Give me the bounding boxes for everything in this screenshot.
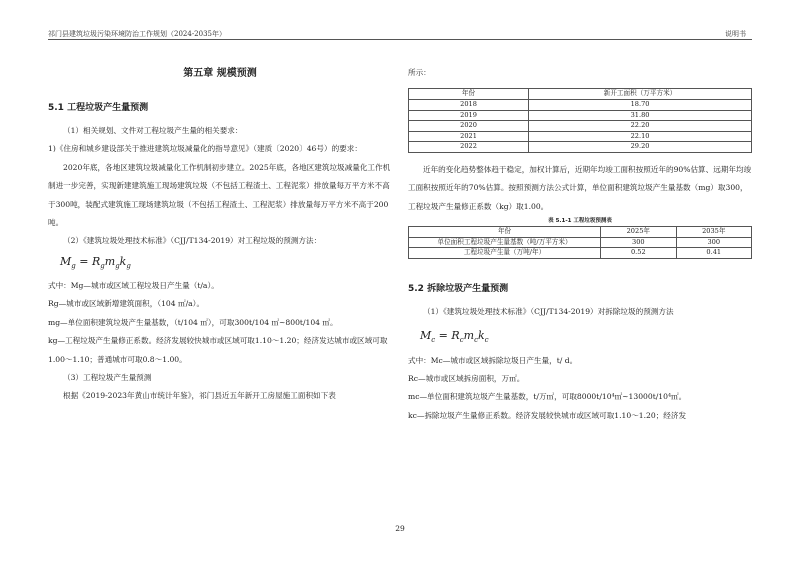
table-row: 单位面积工程垃圾产生量基数（吨/万平方米） 300 300: [409, 237, 752, 248]
formula-engineering-waste: $M_g = R_gm_gk_g$: [60, 254, 131, 271]
left-column: [48, 64, 392, 406]
table2-caption: 表 5.1-1 工程垃圾预测表: [548, 218, 612, 225]
section-5-1-title: 5.1 工程垃圾产生量预测: [48, 103, 149, 113]
paragraph-requirements: （1）相关规划、文件对工程垃圾产生量的相关要求：: [63, 126, 243, 135]
paragraph-intro: 所示：: [408, 68, 431, 77]
definition-mc-base: mc—单位面积建筑垃圾产生量基数，t/万㎡，可取8000t/10⁴㎡~13000t/10⁴㎡。: [408, 392, 687, 402]
table-row: 2022 29.20: [409, 142, 752, 153]
paragraph-trend: 近年的变化趋势整体趋于稳定，加权计算后，近期年均竣工面积按照近年的90%估算、远期年均竣工面积按照近年的70%估算。按照预测方法公式计算，单位面积建筑垃圾产生量基数（mg）取300，工程垃圾产生量修正系数（kg）取1.00。: [408, 164, 752, 211]
chapter-title: 第五章 规模预测: [183, 68, 257, 79]
table2-header-2025: 2025年: [601, 227, 676, 238]
formula-demolition-waste: $M_c = R_cm_ck_c$: [420, 329, 489, 345]
definition-mg-daily: 式中：Mg—城市或区域工程垃圾日产生量（t/a）。: [48, 281, 219, 291]
table2-header-2035: 2035年: [676, 227, 751, 238]
page-number: 29: [395, 524, 405, 533]
table-row: 2019 31.80: [409, 110, 752, 121]
definition-rg: Rg—城市或区域新增建筑面积，（104 ㎡/a）。: [48, 299, 205, 309]
header-document-title: 祁门县建筑垃圾污染环境防治工作规划（2024-2035年）: [48, 30, 226, 38]
table-row: 工程垃圾产生量（万吨/年） 0.52 0.41: [409, 248, 752, 259]
definition-kc: kc—拆除垃圾产生量修正系数。经济发展较快城市或区域可取1.10～1.20；经济发: [408, 410, 687, 420]
table1-header-year: 年份: [409, 89, 529, 100]
header-rule: [48, 39, 752, 40]
table-row: 2021 22.10: [409, 131, 752, 142]
paragraph-guideline: 1)《住房和城乡建设部关于推进建筑垃圾减量化的指导意见》（建质〔2020〕46号）的要求：: [48, 144, 362, 154]
definition-mg-base: mg—单位面积建筑垃圾产生量基数，（t/104 ㎡），可取300t/104 ㎡~800t/104 ㎡。: [48, 317, 338, 327]
definition-kg: kg—工程垃圾产生量修正系数。经济发展较快城市或区域可取1.10～1.20；经济发达城市或区域可取1.00～1.10；普通城市可取0.8～1.00。: [48, 336, 388, 364]
table1-header-area: 新开工面积（万平方米）: [529, 89, 752, 100]
paragraph-standard: （2）《建筑垃圾处理技术标准》（CJJ/T134-2019）对工程垃圾的预测方法：: [63, 236, 322, 246]
paragraph-forecast-heading: （3）工程垃圾产生量预测: [63, 373, 152, 383]
table-engineering-waste-forecast: [408, 226, 752, 259]
right-column: [408, 64, 752, 425]
paragraph-yearbook: 根据《2019-2023年黄山市统计年鉴》，祁门县近五年新开工房屋施工面积如下表: [63, 391, 336, 401]
definition-mc-daily: 式中：Mc—城市或区域拆除垃圾日产生量，t/ d。: [408, 355, 578, 365]
definition-rc: Rc—城市或区域拆房面积，万㎡。: [408, 373, 525, 383]
paragraph-targets: 2020年底，各地区建筑垃圾减量化工作机制初步建立。2025年底，各地区建筑垃圾减量化工作机制进一步完善，实现新建建筑施工现场建筑垃圾（不包括工程渣土、工程泥浆）排放量每万平方米不高于300吨，装配式建筑施工现场建筑垃圾（不包括工程渣土、工程泥浆）排放量每万平方米不高于200吨。: [48, 162, 391, 228]
section-5-2-title: 5.2 拆除垃圾产生量预测: [408, 283, 509, 294]
table-new-construction-area: [408, 88, 752, 153]
header-section-label: 说明书: [725, 30, 746, 38]
table-row: 2018 18.70: [409, 100, 752, 111]
table2-header-year: 年份: [409, 227, 601, 238]
paragraph-demolition-method: （1）《建筑垃圾处理技术标准》（CJJ/T134-2019）对拆除垃圾的预测方法: [423, 306, 674, 316]
table-row: 2020 22.20: [409, 121, 752, 132]
